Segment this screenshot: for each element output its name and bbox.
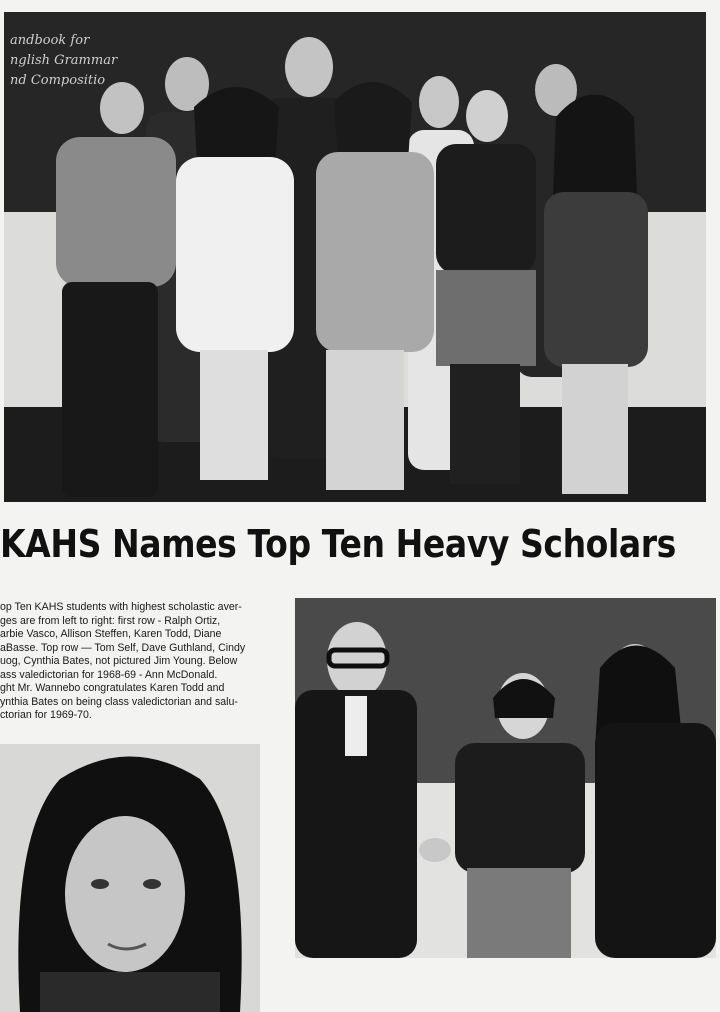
handshake-photo <box>295 598 716 958</box>
chalk-line-1: andbook for <box>10 33 90 48</box>
caption-line: ges are from left to right: first row - Ralph Ortiz, <box>0 614 221 627</box>
caption-line: ass valedictorian for 1968-69 - Ann McDonald. <box>0 668 218 681</box>
caption-line: ctorian for 1969-70. <box>0 709 92 721</box>
portrait-illustration <box>0 744 260 1012</box>
caption-line: arbie Vasco, Allison Steffen, Karen Todd, Diane <box>0 628 222 640</box>
photo-caption <box>0 601 282 723</box>
caption-line: ynthia Bates on being class valedictorian and salu- <box>0 695 238 708</box>
handshake-photo-illustration <box>295 598 716 958</box>
headline: KAHS Names Top Ten Heavy Scholars <box>0 522 676 566</box>
caption-line: uog, Cynthia Bates, not pictured Jim Young. Below <box>0 655 238 667</box>
group-photo <box>4 12 706 502</box>
collar <box>40 972 220 1012</box>
caption-line: aBasse. Top row — Tom Self, Dave Guthland, Cindy <box>0 641 246 654</box>
valedictorian-portrait <box>0 744 260 1012</box>
chalk-line-3: nd Compositio <box>10 73 106 88</box>
caption-line: ght Mr. Wannebo congratulates Karen Todd and <box>0 682 225 694</box>
group-photo-illustration <box>4 12 706 502</box>
caption-line: op Ten KAHS students with highest scholastic aver- <box>0 601 242 613</box>
chalk-line-2: nglish Grammar <box>10 53 118 68</box>
handshake <box>419 838 451 862</box>
